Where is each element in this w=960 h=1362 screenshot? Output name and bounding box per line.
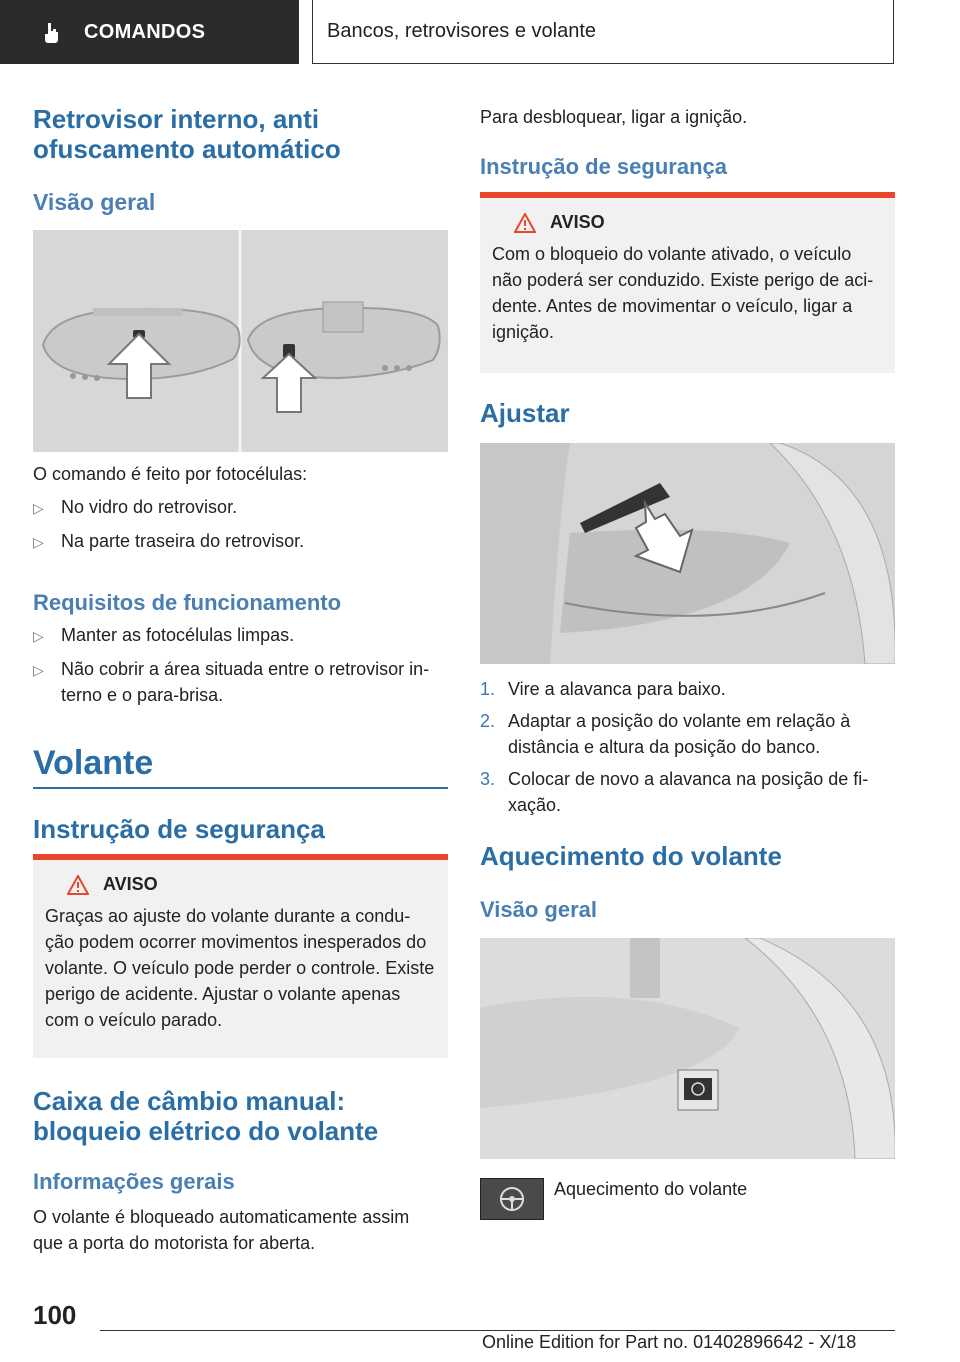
edition-line: Online Edition for Part no. 01402896642 - X/18 (482, 1332, 857, 1352)
warning-header: AVISO (67, 874, 436, 895)
section-title: Bancos, retrovisores e volante (312, 0, 894, 64)
chapter-label: COMANDOS (84, 20, 206, 43)
list-item: ▷ No vidro do retrovisor. (33, 494, 448, 521)
heating-illustration (480, 938, 895, 1159)
warning-triangle-icon (67, 875, 89, 895)
requirements-list (33, 622, 448, 708)
list-item: 1. Vire a alavanca para baixo. (480, 679, 726, 699)
bullet-icon: ▷ (33, 500, 44, 516)
warning-text: Com o bloqueio do volante ativado, o veículo não poderá ser conduzido. Existe perigo de aci-dente. Antes de movimentar o veículo, ligar a ignição. (492, 244, 874, 342)
heading-safety-right: Instrução de segurança (480, 154, 727, 179)
list-item: ▷ Manter as fotocélulas limpas. (33, 622, 448, 649)
warning-text: Graças ao ajuste do volante durante a condu-ção podem ocorrer movimentos inesperados do volante. O veículo pode perder o controle. Existe perigo de acidente. Ajustar o volante apenas com o veículo parado. (45, 906, 435, 1030)
list-item: ▷ Na parte traseira do retrovisor. (33, 528, 448, 555)
mirror-illustration (33, 230, 448, 452)
section-divider (33, 787, 448, 789)
heading-general-info: Informações gerais (33, 1169, 235, 1194)
adjust-steps (480, 676, 895, 818)
general-info-text: O volante é bloqueado automaticamente assim que a porta do motorista for aberta. (33, 1207, 410, 1253)
heading-overview-heating: Visão geral (480, 897, 597, 922)
steering-wheel-heating-icon (480, 1178, 544, 1220)
hand-pointer-icon (40, 21, 62, 43)
heading-overview-mirror: Visão geral (33, 189, 156, 215)
warning-box-right (480, 192, 895, 373)
warning-triangle-icon (514, 213, 536, 233)
warning-header: AVISO (514, 212, 883, 233)
unlock-text: Para desbloquear, ligar a ignição. (480, 107, 748, 127)
control-intro: O comando é feito por fotocélulas: (33, 464, 308, 484)
heading-safety-left: Instrução de segurança (33, 814, 325, 844)
heading-steering-lock: Caixa de câmbio manual: bloqueio elétrico do volante (33, 1086, 379, 1146)
page-number: 100 (33, 1300, 77, 1330)
warning-box-left (33, 854, 448, 1058)
chapter-tab (0, 0, 299, 64)
list-item: ▷ Não cobrir a área situada entre o retrovisor in-terno e o para-brisa. (33, 656, 448, 708)
control-list (33, 494, 448, 555)
heading-adjust: Ajustar (480, 398, 570, 428)
heading-heating: Aquecimento do volante (480, 841, 782, 871)
list-item: 2. Adaptar a posição do volante em relação à distância e altura da posição do banco. (480, 711, 851, 757)
heading-wheel: Volante (33, 744, 154, 782)
bullet-icon: ▷ (33, 662, 44, 678)
heading-requirements: Requisitos de funcionamento (33, 590, 342, 615)
bullet-icon: ▷ (33, 628, 44, 644)
adjust-lever-illustration (480, 443, 895, 664)
heating-label: Aquecimento do volante (554, 1179, 748, 1199)
bullet-icon: ▷ (33, 534, 44, 550)
list-item: 3. Colocar de novo a alavanca na posição de fi-xação. (480, 769, 869, 815)
heading-mirror: Retrovisor interno, anti ofuscamento automático (33, 104, 341, 164)
page-header (0, 0, 960, 66)
footer-divider (100, 1330, 895, 1331)
